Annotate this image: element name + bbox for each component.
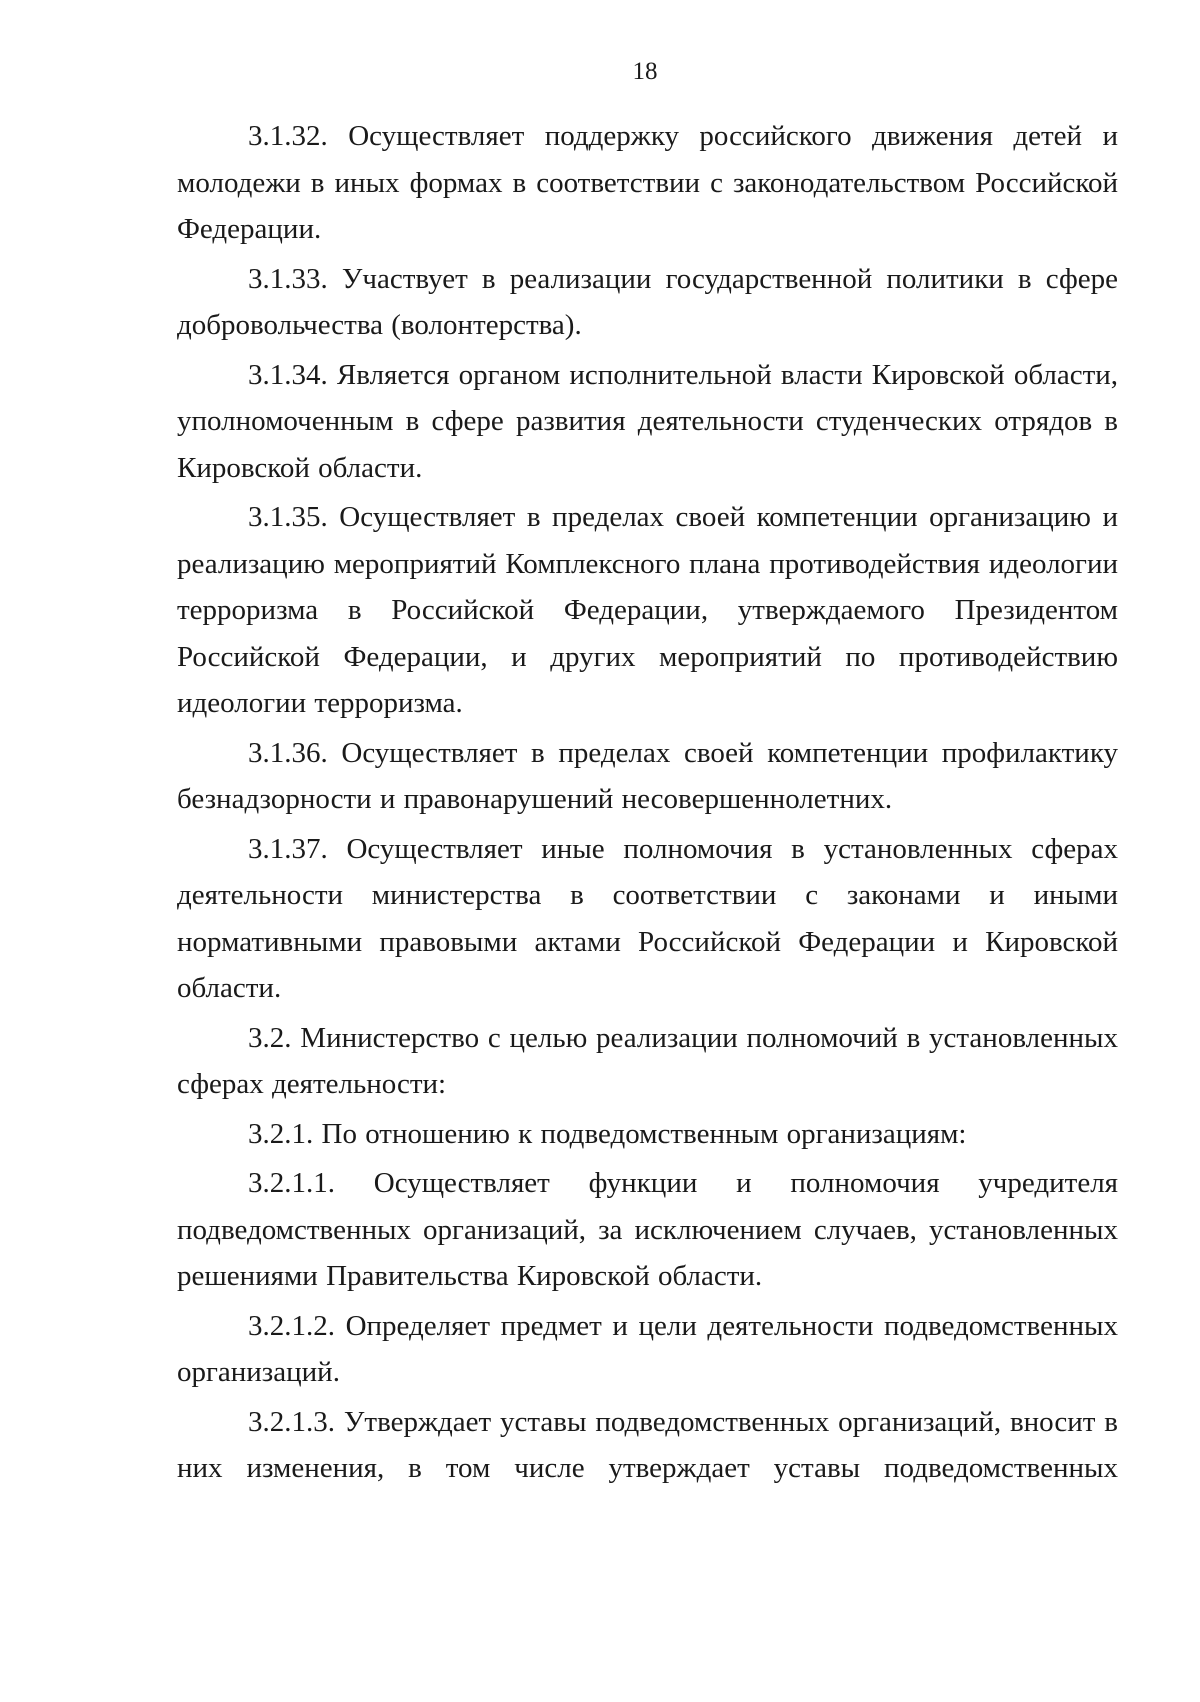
paragraph-number: 3.2.1.3. (248, 1405, 335, 1438)
paragraph-number: 3.1.35. (248, 501, 328, 533)
paragraph-text: Определяет предмет и цели деятельности подведомственных организаций. (177, 1309, 1119, 1388)
paragraph-text: Является органом исполнительной власти Кировской области, уполномоченным в сфере развития деятельности студенческих отрядов в Кировской области. (177, 358, 1119, 484)
paragraph-text: Осуществляет поддержку российского движения детей и молодежи в иных формах в соответствии с законодательством Российской Федерации. (177, 120, 1118, 245)
paragraph-number: 3.2.1. (248, 1117, 314, 1150)
paragraph-text: Участвует в реализации государственной политики в сфере добровольчества (волонтерства). (177, 262, 1118, 341)
paragraph-text: Осуществляет в пределах своей компетенции профилактику безнадзорности и правонарушений несовершеннолетних. (177, 736, 1118, 815)
document-body (177, 113, 1118, 1495)
paragraph-3-1-36 (177, 730, 1118, 823)
page-number: 18 (632, 58, 658, 85)
paragraph-3-2-1 (177, 1111, 1118, 1158)
paragraph-text: По отношению к подведомственным организациям: (321, 1117, 967, 1150)
paragraph-number: 3.2.1.1. (248, 1167, 335, 1199)
paragraph-3-1-37 (177, 826, 1118, 1012)
paragraph-3-2-1-1 (177, 1160, 1118, 1300)
paragraph-text: Осуществляет функции и полномочия учредителя подведомственных организаций, за исключением случаев, установленных решениями Правительства Кировской области. (177, 1167, 1119, 1292)
paragraph-number: 3.1.36. (248, 736, 328, 769)
paragraph-3-1-34 (177, 352, 1118, 492)
paragraph-3-2 (177, 1015, 1118, 1108)
paragraph-text: Осуществляет иные полномочия в установленных сферах деятельности министерства в соответствии с законами и иными нормативными правовыми актами Российской Федерации и Кировской области. (177, 832, 1118, 1004)
paragraph-number: 3.2. (248, 1021, 292, 1054)
paragraph-text: Министерство с целью реализации полномочий в установленных сферах деятельности: (177, 1021, 1119, 1100)
paragraph-3-2-1-2 (177, 1303, 1118, 1396)
paragraph-number: 3.1.32. (248, 120, 328, 152)
paragraph-number: 3.1.33. (248, 262, 328, 295)
paragraph-3-1-33 (177, 256, 1118, 349)
paragraph-number: 3.1.34. (248, 358, 328, 391)
paragraph-3-1-32 (177, 113, 1118, 253)
paragraph-text: Осуществляет в пределах своей компетенции организацию и реализацию мероприятий Комплексного плана противодействия идеологии терроризма в Российской Федерации, утверждаемого Президентом Российской Федерации, и других мероприятий по противодействию идеологии терроризма. (177, 501, 1118, 719)
paragraph-number: 3.2.1.2. (248, 1309, 335, 1342)
paragraph-text: Утверждает уставы подведомственных организаций, вносит в них изменения, в том числе утверждает уставы подведомственных (177, 1405, 1119, 1484)
paragraph-3-1-35 (177, 494, 1118, 727)
paragraph-number: 3.1.37. (248, 832, 328, 865)
paragraph-3-2-1-3 (177, 1399, 1118, 1492)
